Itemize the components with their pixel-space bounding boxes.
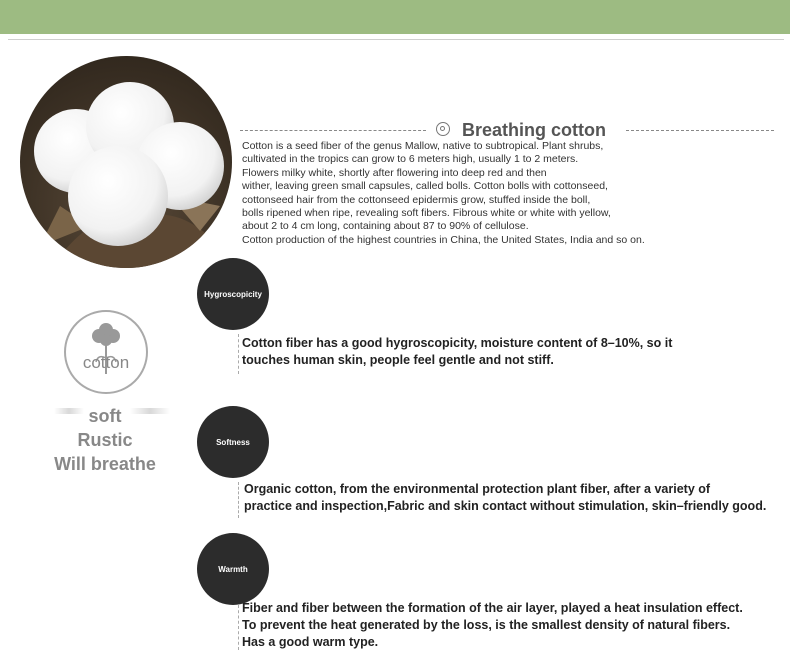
circle-target-icon xyxy=(436,122,450,136)
intro-line: cultivated in the tropics can grow to 6 meters high, usually 1 to 2 meters. xyxy=(242,153,579,166)
header-divider xyxy=(8,39,784,40)
intro-paragraph xyxy=(242,140,782,247)
feature-connector xyxy=(238,605,239,650)
feature-line: practice and inspection,Fabric and skin contact without stimulation, skin–friendly good. xyxy=(244,499,767,513)
feature-connector xyxy=(238,334,239,374)
top-banner xyxy=(0,0,790,34)
feature-connector xyxy=(238,482,239,518)
feature-description-softness xyxy=(244,481,766,515)
tagline-breathe: Will breathe xyxy=(54,454,156,474)
intro-line: cottonseed hair from the cottonseed epidermis grow, stuffed inside the boll, xyxy=(242,193,591,206)
feature-line: To prevent the heat generated by the loss, is the smallest density of natural fibers. xyxy=(242,618,731,632)
feature-badge-softness xyxy=(197,406,269,478)
cotton-logo xyxy=(64,310,148,394)
tagline-rustic: Rustic xyxy=(77,430,133,450)
feature-line: Fiber and fiber between the formation of the air layer, played a heat insulation effect. xyxy=(242,601,743,615)
intro-line: about 2 to 4 cm long, containing about 87 to 90% of cellulose. xyxy=(242,220,529,233)
intro-line: wither, leaving green small capsules, called bolls. Cotton bolls with cottonseed, xyxy=(242,180,608,193)
feature-line: Organic cotton, from the environmental protection plant fiber, after a variety of xyxy=(244,482,711,496)
logo-text: cotton xyxy=(82,353,130,372)
tagline-soft: soft xyxy=(88,406,122,426)
section-title-row xyxy=(240,118,774,142)
section-title: Breathing cotton xyxy=(462,120,606,140)
title-dash-left xyxy=(240,130,426,131)
intro-line: bolls ripened when ripe, revealing soft fibers. Fibrous white or white with yellow, xyxy=(242,207,611,220)
feature-badge-label: Warmth xyxy=(218,564,248,574)
feature-badge-label: Hygroscopicity xyxy=(204,289,262,299)
cotton-boll-illustration xyxy=(20,56,232,268)
title-dash-right xyxy=(626,130,774,131)
cotton-boll-photo xyxy=(20,56,232,268)
intro-line: Flowers milky white, shortly after flowering into deep red and then xyxy=(242,166,547,179)
feature-line: Cotton fiber has a good hygroscopicity, moisture content of 8–10%, so it xyxy=(242,336,673,350)
feature-badge-label: Softness xyxy=(216,437,250,447)
intro-line: Cotton production of the highest countries in China, the United States, India and so on. xyxy=(242,233,645,246)
cotton-plant-icon xyxy=(66,312,146,392)
feature-description-warmth xyxy=(242,600,743,651)
feature-badge-warmth xyxy=(197,533,269,605)
intro-line: Cotton is a seed fiber of the genus Mallow, native to subtropical. Plant shrubs, xyxy=(242,140,604,152)
feature-line: touches human skin, people feel gentle and not stiff. xyxy=(242,353,554,367)
feature-line: Has a good warm type. xyxy=(242,635,379,649)
feature-badge-hygroscopicity xyxy=(197,258,269,330)
feature-description-hygroscopicity xyxy=(242,335,672,369)
